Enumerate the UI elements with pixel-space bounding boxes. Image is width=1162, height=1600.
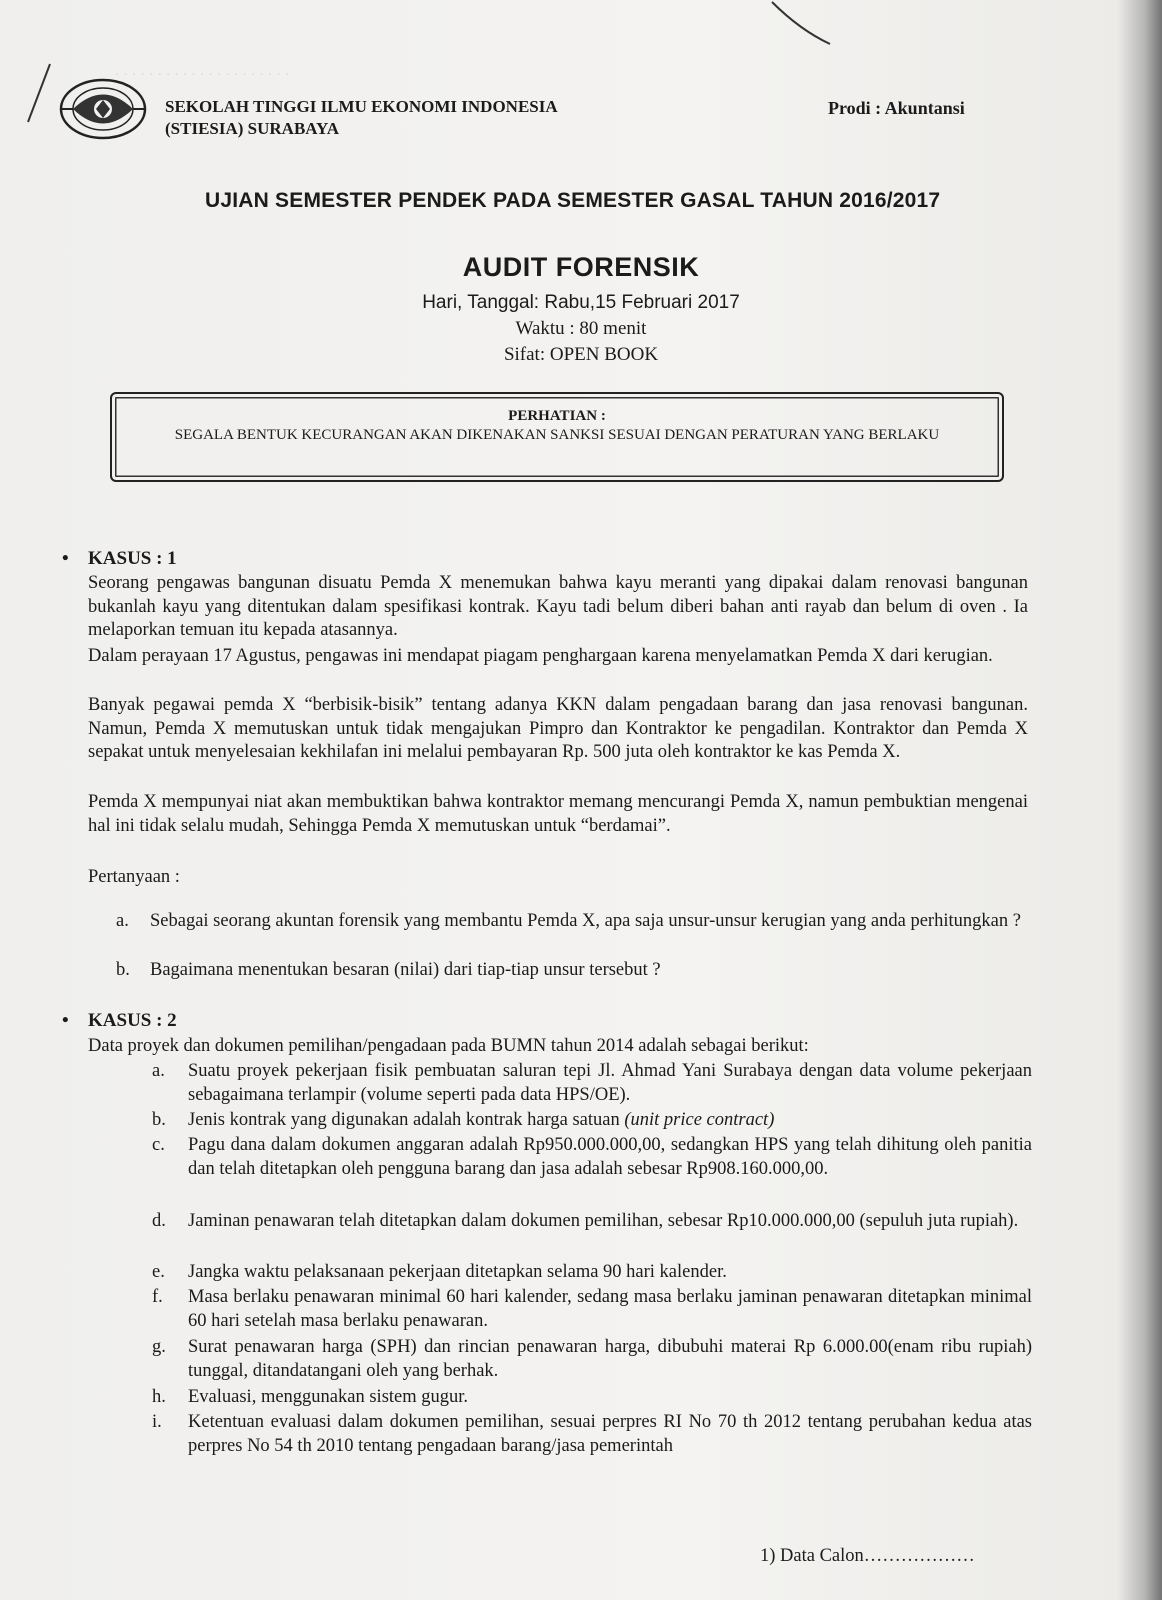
pen-stroke-mark [20, 60, 60, 130]
case-2-intro: Data proyek dan dokumen pemilihan/pengadaan pada BUMN tahun 2014 adalah sebagai berikut: [88, 1036, 809, 1056]
bullet-icon: • [62, 1010, 69, 1031]
case-1-paragraph-4: Pemda X mempunyai niat akan membuktikan bahwa kontraktor memang mencurangi Pemda X, namun pembuktian mengenai hal ini tidak selalu mudah, Sehingga Pemda X memutuskan untuk “berdamai”. [88, 792, 1028, 836]
item-b-text-main: Jenis kontrak yang digunakan adalah kontrak harga satuan [188, 1110, 620, 1130]
item-d-text: Jaminan penawaran telah ditetapkan dalam dokumen pemilihan, sebesar Rp10.000.000,00 (sepuluh juta rupiah). [188, 1211, 1019, 1231]
exam-date: Hari, Tanggal: Rabu,15 Februari 2017 [422, 292, 740, 313]
bleed-through: . . . . . . . . . . . . . . . . . . . . . [115, 60, 290, 79]
course-title: AUDIT FORENSIK [462, 252, 700, 282]
item-b-label: b. [152, 1110, 166, 1130]
item-a-label: a. [152, 1061, 165, 1081]
item-d-label: d. [152, 1211, 166, 1231]
notice-heading: PERHATIAN : [508, 408, 606, 424]
program-label: Prodi : Akuntansi [828, 98, 965, 118]
case-1-heading [62, 548, 177, 570]
notice-box [110, 392, 1004, 482]
continuation-note: 1) Data Calon……………… [760, 1546, 975, 1566]
item-a-text: Suatu proyek pekerjaan fisik pembuatan saluran tepi Jl. Ahmad Yani Surabaya dengan data volume pekerjaan sebagaimana terlampir (volume seperti pada data HPS/OE). [188, 1061, 1032, 1105]
case-2-heading [62, 1010, 177, 1032]
case-1-title: KASUS : 1 [88, 548, 177, 569]
case-1-paragraph-1: Seorang pengawas bangunan disuatu Pemda X menemukan bahwa kayu meranti yang dipakai dalam renovasi bangunan bukanlah kayu yang ditentukan dalam spesifikasi kontrak. Kayu tadi belum diberi bahan anti rayab dan belum di oven . Ia melaporkan temuan itu kepada atasannya. [88, 573, 1028, 640]
item-c-text: Pagu dana dalam dokumen anggaran adalah Rp950.000.000,00, sedangkan HPS yang telah dihitung oleh panitia dan telah ditetapkan oleh pengguna barang dan jasa adalah sebesar Rp908.160.000,00. [188, 1135, 1032, 1179]
institution-name [165, 96, 558, 140]
institution-logo [58, 78, 148, 140]
case-1-paragraph-3: Banyak pegawai pemda X “berbisik-bisik” tentang adanya KKN dalam pengadaan barang dan jasa renovasi bangunan. Namun, Pemda X memutuskan untuk tidak mengajukan Pimpro dan Kontraktor ke pengadilan. Kontraktor dan Pemda X sepakat untuk menyelesaian kekhilafan ini melalui pembayaran Rp. 500 juta oleh kontraktor ke kas Pemda X. [88, 695, 1028, 762]
item-e-label: e. [152, 1262, 165, 1282]
exam-title: UJIAN SEMESTER PENDEK PADA SEMESTER GASAL TAHUN 2016/2017 [205, 189, 941, 212]
item-h-label: h. [152, 1387, 166, 1407]
question-a-label: a. [116, 911, 129, 931]
bullet-icon: • [62, 548, 69, 569]
notice-text: SEGALA BENTUK KECURANGAN AKAN DIKENAKAN SANKSI SESUAI DENGAN PERATURAN YANG BERLAKU [174, 427, 940, 443]
institution-name-line2: (STIESIA) SURABAYA [165, 119, 340, 138]
question-b-text: Bagaimana menentukan besaran (nilai) dari tiap-tiap unsur tersebut ? [150, 960, 661, 980]
question-b-label: b. [116, 960, 130, 980]
item-b-italic: (unit price contract) [624, 1110, 775, 1130]
item-c-label: c. [152, 1135, 165, 1155]
pen-stroke-mark [770, 0, 850, 50]
exam-duration: Waktu : 80 menit [515, 318, 647, 339]
item-g-label: g. [152, 1337, 166, 1357]
question-a-text: Sebagai seorang akuntan forensik yang membantu Pemda X, apa saja unsur-unsur kerugian yang anda perhitungkan ? [150, 911, 1021, 931]
case-1-paragraph-2: Dalam perayaan 17 Agustus, pengawas ini mendapat piagam penghargaan karena menyelamatkan Pemda X dari kerugian. [88, 646, 993, 666]
item-b-text [188, 1108, 1032, 1132]
item-h-text: Evaluasi, menggunakan sistem gugur. [188, 1387, 469, 1407]
item-g-text: Surat penawaran harga (SPH) dan rincian penawaran harga, dibubuhi materai Rp 6.000.00(enam ribu rupiah) tunggal, ditandatangani oleh yang berhak. [188, 1337, 1032, 1381]
item-i-label: i. [152, 1412, 162, 1432]
case-2-title: KASUS : 2 [88, 1010, 177, 1031]
item-f-label: f. [152, 1287, 163, 1307]
exam-nature: Sifat: OPEN BOOK [503, 344, 659, 365]
page-edge-shadow [1118, 0, 1162, 1600]
questions-label: Pertanyaan : [88, 867, 180, 887]
institution-name-line1: SEKOLAH TINGGI ILMU EKONOMI INDONESIA [165, 97, 558, 116]
item-i-text: Ketentuan evaluasi dalam dokumen pemilihan, sesuai perpres RI No 70 th 2012 tentang perubahan kedua atas perpres No 54 th 2010 tentang pengadaan barang/jasa pemerintah [188, 1412, 1032, 1456]
item-f-text: Masa berlaku penawaran minimal 60 hari kalender, sedang masa berlaku jaminan penawaran ditetapkan minimal 60 hari setelah masa berlaku penawaran. [188, 1287, 1032, 1331]
item-e-text: Jangka waktu pelaksanaan pekerjaan ditetapkan selama 90 hari kalender. [188, 1262, 727, 1282]
